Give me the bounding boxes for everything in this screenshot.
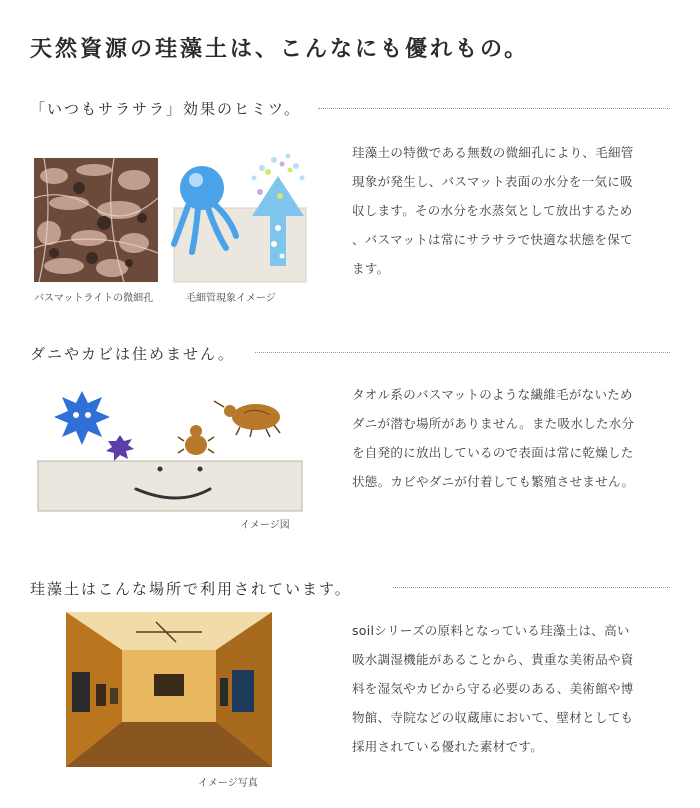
section1-heading: 「いつもサラサラ」効果のヒミツ。 [30,100,301,118]
body-line: タオル系のバスマットのような繊維毛がないため [352,387,633,402]
body-line: 料を湿気やカビから守る必要のある、美術館や博 [352,681,634,696]
body-line: 状態。カビやダニが付着しても繁殖させません。 [352,474,635,489]
micropore-caption: バスマットライトの微細孔 [34,293,154,304]
body-line: soilシリーズの原料となっている珪藻土は、高い [352,623,630,638]
section1-body [352,138,670,283]
mite-illustration [34,385,304,513]
main-title: 天然資源の珪藻土は、こんなにも優れもの。 [30,37,530,62]
section1-divider [318,108,670,109]
micropore-photo [34,158,158,282]
body-line: 現象が発生し、バスマット表面の水分を一気に吸 [352,174,633,189]
body-line: を自発的に放出しているので表面は常に乾燥した [352,445,634,460]
section2-divider [255,352,670,353]
section3-divider [393,587,670,588]
capillary-illustration [170,148,310,284]
body-line: ます。 [352,261,390,276]
capillary-caption: 毛細管現象イメージ [186,293,276,304]
mite-small-icon [178,425,214,455]
body-line: ダニが潜む場所がありません。また吸水した水分 [352,416,635,431]
mite-caption: イメージ図 [240,520,290,531]
section2-body [352,380,670,496]
mold-spore-icon [54,391,110,445]
section3-heading: 珪藻土はこんな場所で利用されています。 [30,580,352,598]
section3-body [352,616,670,761]
body-line: 吸水調湿機能があることから、貴重な美術品や資 [352,652,634,667]
section2-heading: ダニやカビは住めません。 [30,345,235,363]
mold-small-icon [106,435,134,461]
body-line: 、バスマットは常にサラサラで快適な状態を保て [352,232,633,247]
body-line: 収します。その水分を水蒸気として放出するため [352,203,633,218]
museum-caption: イメージ写真 [198,778,258,789]
body-line: 珪藻土の特徴である無数の微細孔により、毛細管 [352,145,634,160]
museum-photo [66,612,272,767]
mite-large-icon [214,401,280,437]
body-line: 採用されている優れた素材です。 [352,739,544,754]
body-line: 物館、寺院などの収蔵庫において、壁材としても [352,710,634,725]
